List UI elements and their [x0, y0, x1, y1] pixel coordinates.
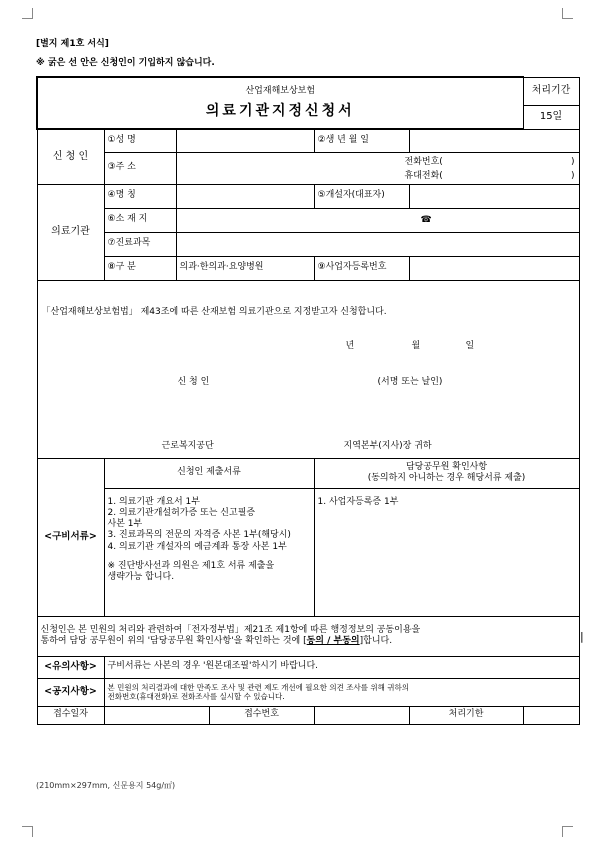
founder-field[interactable] — [409, 184, 579, 208]
documents-label: <구비서류> — [37, 458, 104, 616]
survey-text — [104, 678, 579, 706]
applicant-address-label: ③주 소 — [104, 152, 176, 184]
founder-label: ⑤개설자(대표자) — [314, 184, 409, 208]
application-form — [36, 76, 580, 725]
crop-mark-top-left — [22, 8, 33, 19]
phone-label: 전화번호( — [404, 156, 443, 167]
mobile-close: ) — [571, 170, 575, 181]
business-number-label: ⑨사업자등록번호 — [314, 256, 409, 280]
location-label: ⑥소 재 지 — [104, 208, 176, 232]
doc-note-line2: 생략가능 합니다. — [107, 572, 175, 582]
doc-item-2: 2. 의료기관개설허가증 또는 신고필증 — [107, 507, 256, 518]
applicant-section-label: 신 청 인 — [37, 129, 104, 184]
consent-line2-end: ]합니다. — [359, 636, 393, 646]
crop-mark-bottom-left — [22, 826, 33, 837]
form-title: 의료기관지정신청서 — [205, 102, 355, 119]
deadline-field[interactable] — [523, 706, 579, 724]
doc-item-3: 3. 진료과목의 전문의 자격증 사본 1부(해당시) — [107, 530, 291, 541]
submit-docs-list — [104, 488, 314, 616]
verify-docs-title — [314, 458, 579, 488]
law-name: 산업재해보상보험 — [245, 85, 316, 96]
consent-cell — [37, 616, 579, 656]
receipt-date-label: 접수일자 — [37, 706, 104, 724]
type-label: ⑧구 분 — [104, 256, 176, 280]
consent-line2 — [41, 636, 576, 647]
applicant-address-field[interactable] — [176, 152, 579, 184]
date-month: 월 — [411, 340, 421, 351]
caution-label: <유의사항> — [37, 656, 104, 678]
verify-title-line1: 담당공무원 확인사항 — [405, 461, 488, 472]
doc-item-4: 4. 의료기관 개설자의 예금계좌 통장 사본 1부 — [107, 541, 287, 552]
institution-section-label: 의료기관 — [37, 184, 104, 280]
survey-line2: 전화번호(휴대전화)로 전화조사를 실시할 수 있습니다. — [107, 692, 285, 701]
date-year: 년 — [345, 340, 355, 351]
consent-choice[interactable]: 동의 / 부동의 — [306, 636, 360, 646]
doc-note-line1: ※ 진단방사선과 의원은 제1호 서류 제출을 — [107, 560, 275, 571]
applicant-signature-label: 신 청 인 — [177, 376, 210, 387]
crop-mark-bottom-right — [562, 826, 573, 837]
mobile-label: 휴대전화( — [404, 170, 443, 181]
submit-docs-title: 신청인 제출서류 — [104, 458, 314, 488]
survey-label: <공지사항> — [37, 678, 104, 706]
type-value[interactable]: 의과·한의과·요양병원 — [176, 256, 314, 280]
title-cell — [37, 77, 523, 129]
declaration-text: 「산업재해보상보험법」 제43조에 따른 산재보험 의료기관으로 지정받고자 신청합니다. — [41, 306, 387, 317]
survey-line1: 본 민원의 처리결과에 대한 만족도 조사 및 관련 제도 개선에 필요한 의견 조사를 위해 귀하의 — [107, 682, 409, 692]
verify-title-line2: (동의하지 아니하는 경우 해당서류 제출) — [367, 473, 526, 483]
signature-field[interactable]: (서명 또는 날인) — [377, 376, 443, 387]
institution-name-field[interactable] — [176, 184, 314, 208]
office-recipient: 지역본부(지사)장 귀하 — [343, 440, 432, 451]
consent-line1: 신청인은 본 민원의 처리와 관련하여「전자정부법」제21조 제1항에 따른 행정정보의 공동이용을 — [40, 624, 421, 635]
processing-period-label: 처리기간 — [523, 77, 579, 105]
department-field[interactable] — [176, 232, 579, 256]
consent-line2-text: 통하여 담당 공무원이 위의 '담당공무원 확인사항'을 확인하는 것에 [ — [40, 636, 307, 646]
side-mark: | — [580, 630, 584, 643]
instruction-note: ※ 굵은 선 안은 신청인이 기입하지 않습니다. — [36, 58, 215, 68]
phone-close: ) — [571, 156, 575, 167]
doc-item-2-cont: 사본 1부 — [107, 519, 143, 529]
location-field[interactable] — [176, 208, 579, 232]
processing-period-value: 15일 — [523, 105, 579, 129]
verify-item-1: 1. 사업자등록증 1부 — [317, 496, 399, 507]
doc-item-1: 1. 의료기관 개요서 1부 — [107, 496, 200, 507]
verify-docs-list — [314, 488, 579, 616]
institution-name-label: ④명 칭 — [104, 184, 176, 208]
agency-name: 근로복지공단 — [161, 440, 214, 451]
receipt-date-field[interactable] — [104, 706, 209, 724]
form-number: [별지 제1호 서식] — [36, 39, 109, 49]
applicant-name-field[interactable] — [176, 129, 314, 152]
applicant-birth-field[interactable] — [409, 129, 579, 152]
paper-spec: (210mm×297mm, 신문용지 54g/㎡) — [36, 781, 176, 790]
applicant-birth-label: ②생 년 월 일 — [314, 129, 409, 152]
applicant-name-label: ①성 명 — [104, 129, 176, 152]
caution-text: 구비서류는 사본의 경우 '원본대조필'하시기 바랍니다. — [104, 656, 579, 678]
declaration-cell — [37, 280, 579, 458]
business-number-field[interactable] — [409, 256, 579, 280]
department-label: ⑦진료과목 — [104, 232, 176, 256]
receipt-number-field[interactable] — [314, 706, 409, 724]
telephone-icon: ☎ — [420, 214, 432, 225]
date-day: 일 — [465, 340, 475, 351]
deadline-label: 처리기한 — [409, 706, 523, 724]
receipt-number-label: 접수번호 — [209, 706, 314, 724]
crop-mark-top-right — [562, 8, 573, 19]
